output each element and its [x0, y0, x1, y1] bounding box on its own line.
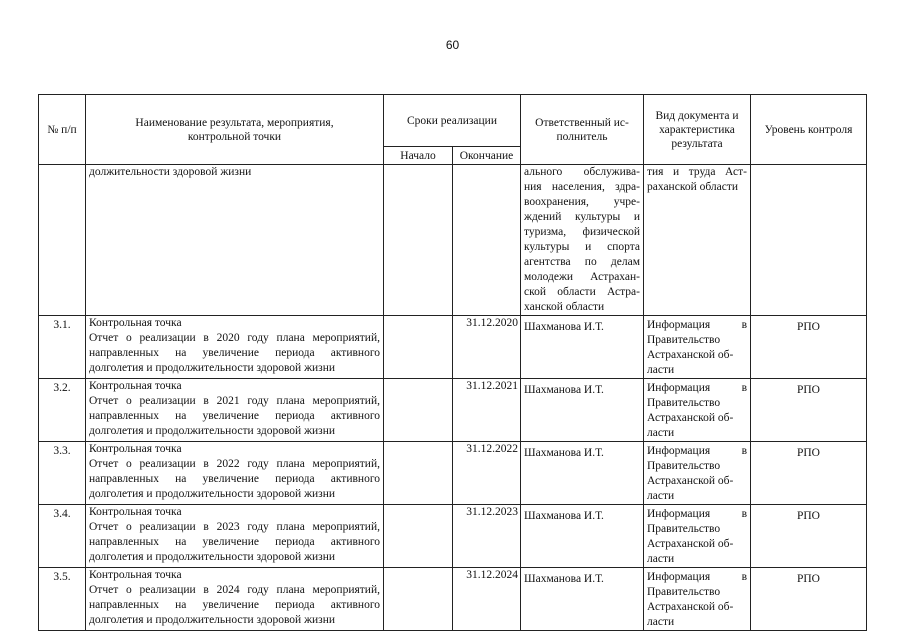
doc-first-line — [647, 318, 747, 333]
cell-end — [453, 165, 521, 316]
doc-line: тия и труда Аст- — [647, 166, 747, 178]
cell-start — [384, 379, 453, 442]
cell-responsible: Шахманова И.Т. — [521, 379, 644, 442]
cell-level: РПО — [751, 379, 867, 442]
doc-word: в — [741, 571, 747, 583]
doc-line: ласти — [647, 490, 675, 502]
responsible-line: ального обслужива- — [524, 166, 640, 178]
doc-line: Правительство — [647, 460, 721, 472]
header-start: Начало — [384, 147, 453, 165]
doc-line: ласти — [647, 427, 675, 439]
cell-doc — [644, 316, 751, 379]
table-header — [39, 95, 867, 165]
doc-word: Информация — [647, 508, 711, 520]
cell-doc — [644, 442, 751, 505]
cell-start — [384, 568, 453, 631]
doc-word: в — [741, 508, 747, 520]
cell-name — [86, 505, 384, 568]
responsible-line: ния населения, здра- — [524, 181, 640, 193]
header-end: Окончание — [453, 147, 521, 165]
cell-name — [86, 442, 384, 505]
cell-name — [86, 379, 384, 442]
cell-doc — [644, 505, 751, 568]
cell-start — [384, 442, 453, 505]
table-row — [39, 442, 867, 505]
cell-start — [384, 505, 453, 568]
header-num: № п/п — [39, 95, 86, 165]
header-doc: Вид документа и характеристика результата — [644, 95, 751, 165]
control-point-label: Контрольная точка — [89, 569, 182, 581]
doc-line: раханской области — [647, 181, 739, 193]
responsible-line: агентства по делам — [524, 256, 640, 268]
cell-level: РПО — [751, 568, 867, 631]
doc-word: в — [741, 445, 747, 457]
doc-line: ласти — [647, 553, 675, 565]
doc-first-line — [647, 444, 747, 459]
cell-responsible: Шахманова И.Т. — [521, 316, 644, 379]
cell-level — [751, 165, 867, 316]
responsible-line: ханской области — [524, 301, 605, 313]
cell-end-date: 31.12.2022 — [453, 442, 521, 505]
responsible-line: воохранения, учре- — [524, 196, 640, 208]
control-point-label: Контрольная точка — [89, 443, 182, 455]
doc-word: в — [741, 382, 747, 394]
doc-word: Информация — [647, 571, 711, 583]
responsible-line: ской области Астра- — [524, 286, 640, 298]
cell-doc — [644, 379, 751, 442]
control-point-label: Контрольная точка — [89, 506, 182, 518]
doc-line: Астраханской об- — [647, 349, 734, 361]
name-line: направленных на увеличение периода активного — [89, 473, 380, 485]
doc-first-line — [647, 570, 747, 585]
doc-line: ласти — [647, 616, 675, 628]
doc-line: Астраханской об- — [647, 475, 734, 487]
cell-name: должительности здоровой жизни — [86, 165, 384, 316]
table-row-continuation — [39, 165, 867, 316]
table-row — [39, 568, 867, 631]
cell-responsible: Шахманова И.Т. — [521, 568, 644, 631]
responsible-line: молодежи Астрахан- — [524, 271, 640, 283]
doc-word: Информация — [647, 445, 711, 457]
doc-line: Астраханской об- — [647, 601, 734, 613]
cell-num: 3.5. — [39, 568, 86, 631]
plan-table — [38, 94, 867, 631]
doc-line: Астраханской об- — [647, 412, 734, 424]
name-line: Отчет о реализации в 2021 году плана мероприятий, — [89, 395, 380, 407]
doc-line: ласти — [647, 364, 675, 376]
header-responsible: Ответственный ис-полнитель — [521, 95, 644, 165]
cell-responsible: Шахманова И.Т. — [521, 442, 644, 505]
name-line: направленных на увеличение периода активного — [89, 536, 380, 548]
cell-end-date: 31.12.2023 — [453, 505, 521, 568]
cell-level: РПО — [751, 316, 867, 379]
doc-line: Астраханской об- — [647, 538, 734, 550]
table-row — [39, 316, 867, 379]
responsible-line: культуры и спорта — [524, 241, 640, 253]
control-point-label: Контрольная точка — [89, 317, 182, 329]
cell-doc — [644, 568, 751, 631]
header-level: Уровень контроля — [751, 95, 867, 165]
name-line: Отчет о реализации в 2024 году плана мероприятий, — [89, 584, 380, 596]
doc-line: Правительство — [647, 334, 721, 346]
cell-start — [384, 165, 453, 316]
doc-line: Правительство — [647, 397, 721, 409]
cell-responsible: Шахманова И.Т. — [521, 505, 644, 568]
cell-end-date: 31.12.2024 — [453, 568, 521, 631]
name-line: направленных на увеличение периода активного — [89, 410, 380, 422]
doc-first-line — [647, 507, 747, 522]
doc-word: в — [741, 319, 747, 331]
name-line: Отчет о реализации в 2022 году плана мероприятий, — [89, 458, 380, 470]
cell-name — [86, 568, 384, 631]
cell-level: РПО — [751, 442, 867, 505]
cell-end-date: 31.12.2021 — [453, 379, 521, 442]
control-point-label: Контрольная точка — [89, 380, 182, 392]
cell-num: 3.2. — [39, 379, 86, 442]
table-body — [39, 165, 867, 631]
header-terms: Сроки реализации — [384, 95, 521, 147]
doc-word: Информация — [647, 382, 711, 394]
cell-num: 3.1. — [39, 316, 86, 379]
name-line: направленных на увеличение периода активного — [89, 599, 380, 611]
header-name: Наименование результата, мероприятия, контрольной точки — [86, 95, 384, 165]
cell-level: РПО — [751, 505, 867, 568]
cell-name — [86, 316, 384, 379]
table-row — [39, 505, 867, 568]
name-line: Отчет о реализации в 2020 году плана мероприятий, — [89, 332, 380, 344]
cell-num — [39, 165, 86, 316]
cell-doc — [644, 165, 751, 316]
cell-start — [384, 316, 453, 379]
name-line: Отчет о реализации в 2023 году плана мероприятий, — [89, 521, 380, 533]
doc-word: Информация — [647, 319, 711, 331]
cell-end-date: 31.12.2020 — [453, 316, 521, 379]
cell-num: 3.3. — [39, 442, 86, 505]
table-row — [39, 379, 867, 442]
doc-line: Правительство — [647, 586, 721, 598]
doc-first-line — [647, 381, 747, 396]
responsible-line: туризма, физической — [524, 226, 640, 238]
cell-responsible — [521, 165, 644, 316]
name-line: долголетия и продолжительности здоровой жизни — [89, 488, 336, 500]
doc-line: Правительство — [647, 523, 721, 535]
cell-num: 3.4. — [39, 505, 86, 568]
name-line: долголетия и продолжительности здоровой жизни — [89, 551, 336, 563]
page-number: 60 — [445, 38, 460, 52]
name-line: направленных на увеличение периода активного — [89, 347, 380, 359]
responsible-line: ждений культуры и — [524, 211, 640, 223]
name-line: долголетия и продолжительности здоровой жизни — [89, 362, 336, 374]
name-line: долголетия и продолжительности здоровой жизни — [89, 425, 336, 437]
name-line: долголетия и продолжительности здоровой жизни — [89, 614, 336, 626]
